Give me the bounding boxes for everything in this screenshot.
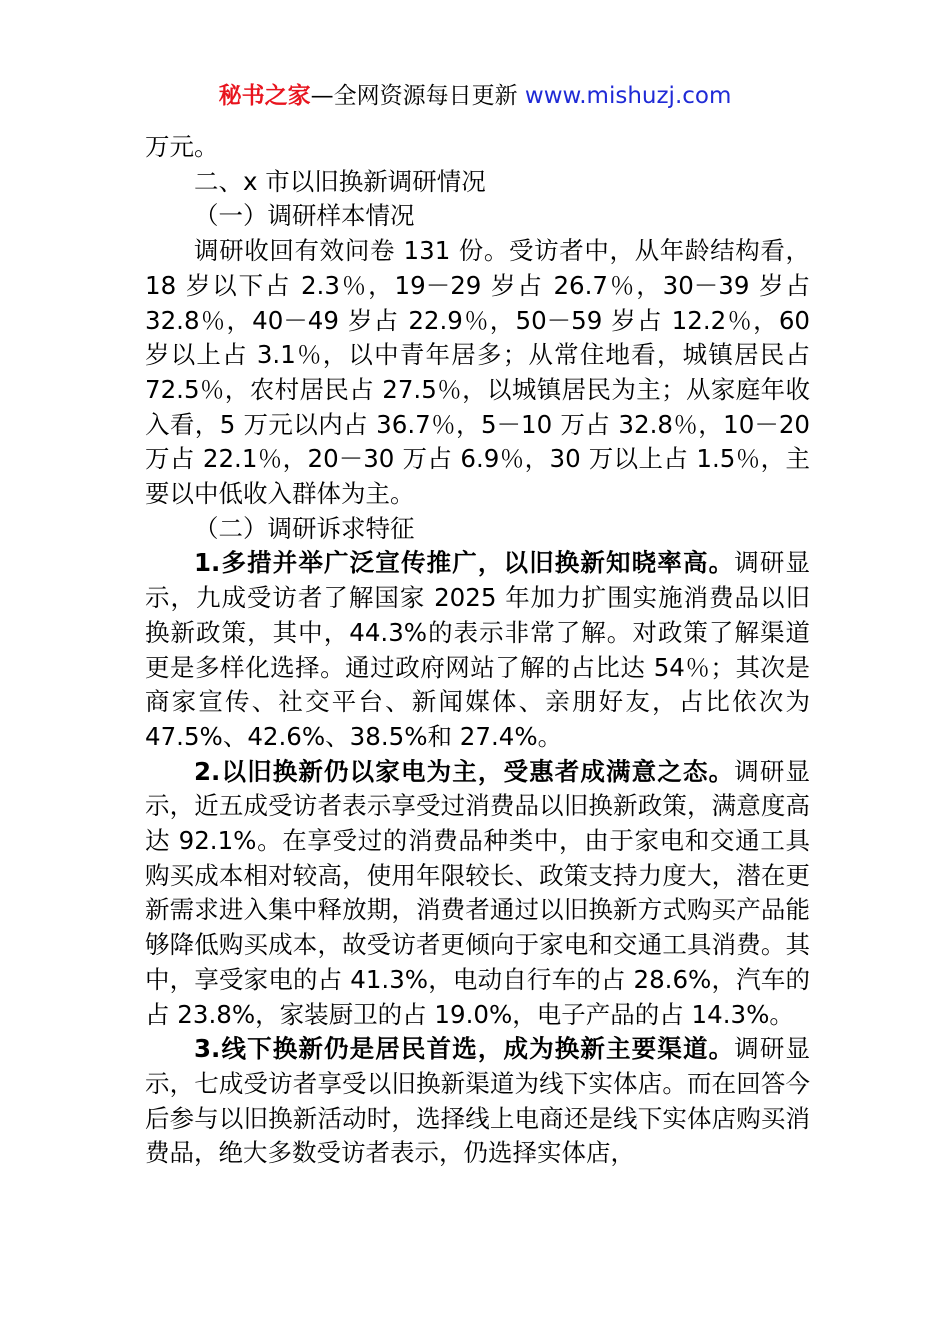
finding-1-lead: 1.多措并举广泛宣传推广，以旧换新知晓率高。 [194,548,735,578]
site-header [0,80,950,112]
paragraph-finding-1 [145,546,810,754]
finding-2-body: 调研显示，近五成受访者表示享受过消费品以旧换新政策，满意度高达 92.1%。在享受过的消费品种类中，由于家电和交通工具购买成本相对较高，使用年限较长、政策支持力度大，潜在更新需求进入集中释放期，消费者通过以旧换新方式购买产品能够降低购买成本，故受访者更倾向于家电和交通工具消费。其中，享受家电的占 41.3%，电动自行车的占 28.6%，汽车的占 23.8%，家装厨卫的占 19.0%，电子产品的占 14.3%。 [145,756,811,1029]
finding-3-lead: 3.线下换新仍是居民首选，成为换新主要渠道。 [194,1034,735,1064]
document-body [145,130,810,1171]
paragraph-finding-2 [145,755,810,1033]
site-slogan: —全网资源每日更新 [310,83,525,109]
brand-name: 秘书之家 [218,83,311,109]
finding-3-body: 调研显示，七成受访者享受以旧换新渠道为线下实体店。而在回答今后参与以旧换新活动时，选择线上电商还是线下实体店购买消费品，绝大多数受访者表示，仍选择实体店， [145,1034,811,1168]
site-url-link[interactable]: www.mishuzj.com [524,83,732,109]
paragraph-finding-3 [145,1032,810,1171]
paragraph-sample: 调研收回有效问卷 131 份。受访者中，从年龄结构看，18 岁以下占 2.3％，19－29 岁占 26.7％，30－39 岁占 32.8％，40－49 岁占 22.9％，50－59 岁占 12.2％，60 岁以上占 3.1％，以中青年居多；从常住地看，城镇居民占 72.5％，农村居民占 27.5％，以城镇居民为主；从家庭年收入看，5 万元以内占 36.7％，5－10 万占 32.8％，10－20 万占 22.1％，20－30 万占 6.9％，30 万以上占 1.5％，主要以中低收入群体为主。 [145,236,810,509]
paragraph-continuation: 万元。 [145,132,219,161]
subsection-heading-features: （二）调研诉求特征 [194,513,415,543]
subsection-heading-sample: （一）调研样本情况 [194,201,415,231]
finding-1-body: 调研显示，九成受访者了解国家 2025 年加力扩围实施消费品以旧换新政策，其中，44.3%的表示非常了解。对政策了解渠道更是多样化选择。通过政府网站了解的占比达 54％；其次是商家宣传、社交平台、新闻媒体、亲朋好友，占比依次为 47.5%、42.6%、38.5%和 27.4%。 [145,548,811,751]
section-heading: 二、x 市以旧换新调研情况 [194,166,486,196]
finding-2-lead: 2.以旧换新仍以家电为主，受惠者成满意之态。 [194,756,735,786]
